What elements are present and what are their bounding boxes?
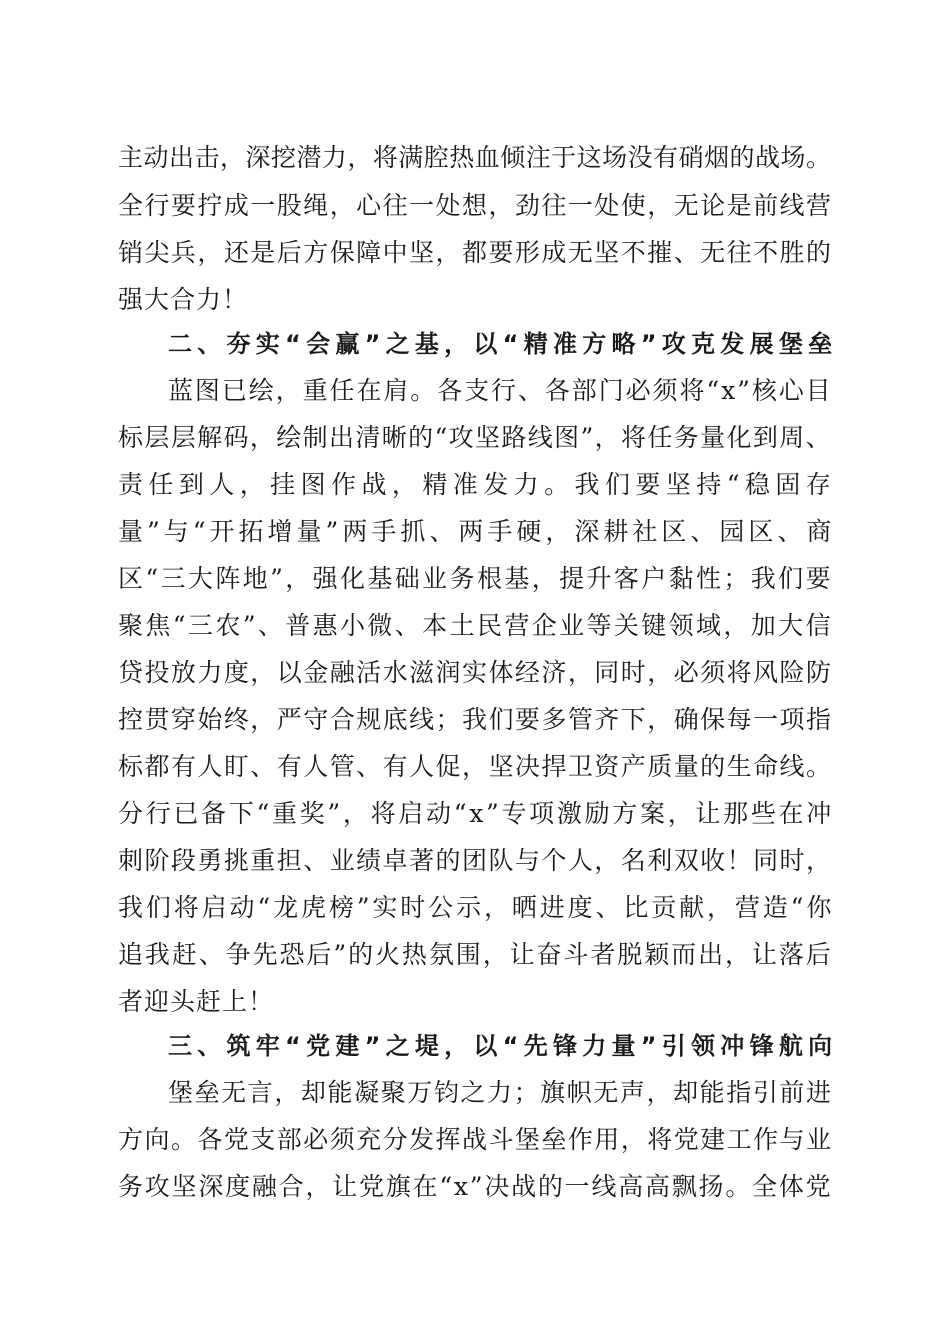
body-line: 责任到人，挂图作战，精准发力。我们要坚持“稳固存 bbox=[118, 470, 837, 499]
body-line: 我们将启动“龙虎榜”实时公示，晒进度、比贡献，营造“你 bbox=[118, 893, 835, 922]
body-line: 强大合力！ bbox=[118, 285, 249, 314]
body-line: 销尖兵，还是后方保障中坚，都要形成无坚不摧、无往不胜的 bbox=[118, 238, 833, 267]
body-line: 者迎头赶上！ bbox=[118, 987, 275, 1016]
body-line: 蓝图已绘，重任在肩。各支行、各部门必须将“x”核心目 bbox=[168, 376, 833, 405]
body-line: 聚焦“三农”、普惠小微、本土民营企业等关键领域，加大信 bbox=[118, 611, 833, 640]
body-line: 控贯穿始终，严守合规底线；我们要多管齐下，确保每一项指 bbox=[118, 705, 833, 734]
body-line: 分行已备下“重奖”，将启动“x”专项激励方案，让那些在冲 bbox=[118, 799, 834, 828]
body-line: 方向。各党支部必须充分发挥战斗堡垒作用，将党建工作与业 bbox=[118, 1125, 833, 1154]
body-line: 贷投放力度，以金融活水滋润实体经济，同时，必须将风险防 bbox=[118, 658, 833, 687]
body-line: 标都有人盯、有人管、有人促，坚决捍卫资产质量的生命线。 bbox=[118, 752, 833, 781]
body-line: 主动出击，深挖潜力，将满腔热血倾注于这场没有硝烟的战场。 bbox=[118, 143, 832, 172]
body-line: 务攻坚深度融合，让党旗在“x”决战的一线高高飘扬。全体党 bbox=[118, 1172, 833, 1201]
body-line: 刺阶段勇挑重担、业绩卓著的团队与个人，名利双收！同时， bbox=[118, 846, 833, 875]
body-line: 标层层解码，绘制出清晰的“攻坚路线图”，将任务量化到周、 bbox=[118, 423, 832, 452]
body-line: 追我赶、争先恐后”的火热氛围，让奋斗者脱颖而出，让落后 bbox=[118, 940, 833, 969]
body-line: 区“三大阵地”，强化基础业务根基，提升客户黏性；我们要 bbox=[118, 564, 833, 593]
body-line: 堡垒无言，却能凝聚万钧之力；旗帜无声，却能指引前进 bbox=[168, 1078, 833, 1107]
body-line: 全行要拧成一股绳，心往一处想，劲往一处使，无论是前线营 bbox=[118, 191, 833, 220]
body-line: 量”与“开拓增量”两手抓、两手硬，深耕社区、园区、商 bbox=[118, 517, 836, 546]
section-heading-2: 二、夯实“会赢”之基，以“精准方略”攻克发展堡垒 bbox=[168, 330, 838, 358]
section-heading-3: 三、筑牢“党建”之堤，以“先锋力量”引领冲锋航向 bbox=[168, 1032, 838, 1060]
